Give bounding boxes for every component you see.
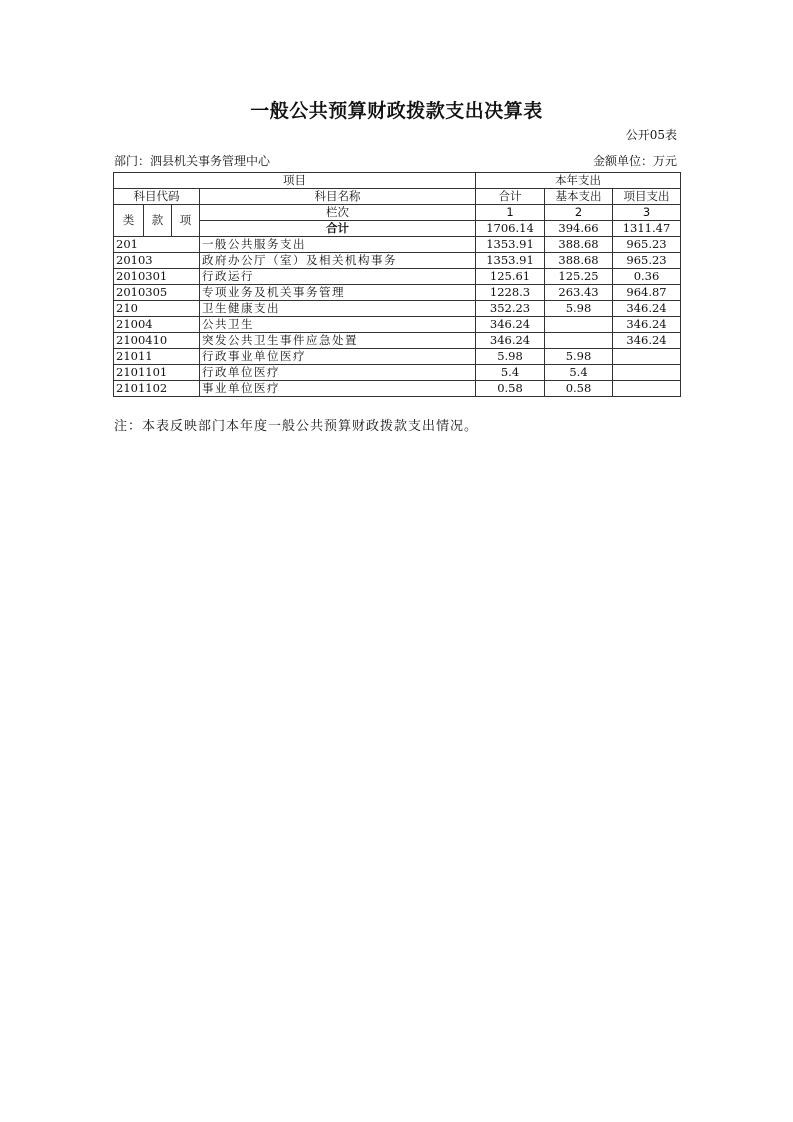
header-subject-code: 科目代码 bbox=[114, 189, 200, 205]
row-total: 5.98 bbox=[476, 349, 545, 365]
table-row bbox=[114, 381, 681, 397]
header-year-expense: 本年支出 bbox=[476, 173, 681, 189]
header-total: 合计 bbox=[476, 189, 545, 205]
row-basic: 263.43 bbox=[545, 285, 613, 301]
header-project: 项目 bbox=[114, 173, 476, 189]
row-name: 行政事业单位医疗 bbox=[200, 349, 476, 365]
row-total: 5.4 bbox=[476, 365, 545, 381]
sum-total: 1706.14 bbox=[476, 221, 545, 237]
row-total: 1353.91 bbox=[476, 253, 545, 269]
table-row bbox=[114, 237, 681, 253]
row-total: 1228.3 bbox=[476, 285, 545, 301]
row-total: 1353.91 bbox=[476, 237, 545, 253]
row-code: 2101101 bbox=[114, 365, 200, 381]
header-basic: 基本支出 bbox=[545, 189, 613, 205]
row-name: 行政运行 bbox=[200, 269, 476, 285]
header-lei: 类 bbox=[114, 205, 144, 237]
sum-label: 合计 bbox=[200, 221, 476, 237]
row-project: 0.36 bbox=[613, 269, 681, 285]
row-basic: 125.25 bbox=[545, 269, 613, 285]
sum-project: 1311.47 bbox=[613, 221, 681, 237]
row-basic bbox=[545, 317, 613, 333]
row-total: 346.24 bbox=[476, 333, 545, 349]
row-code: 210 bbox=[114, 301, 200, 317]
header-col2: 2 bbox=[545, 205, 613, 221]
table-row bbox=[114, 349, 681, 365]
row-basic: 5.4 bbox=[545, 365, 613, 381]
row-name: 一般公共服务支出 bbox=[200, 237, 476, 253]
row-project: 964.87 bbox=[613, 285, 681, 301]
row-code: 21011 bbox=[114, 349, 200, 365]
department-label: 部门：泗县机关事务管理中心 bbox=[114, 154, 271, 168]
row-total: 352.23 bbox=[476, 301, 545, 317]
row-project bbox=[613, 349, 681, 365]
row-project: 965.23 bbox=[613, 237, 681, 253]
header-column-no: 栏次 bbox=[200, 205, 476, 221]
header-subject-name: 科目名称 bbox=[200, 189, 476, 205]
row-project bbox=[613, 365, 681, 381]
sum-row bbox=[114, 221, 681, 237]
amount-unit-label: 金额单位：万元 bbox=[592, 154, 677, 168]
row-project: 346.24 bbox=[613, 333, 681, 349]
header-col3: 3 bbox=[613, 205, 681, 221]
page-title: 一般公共预算财政拨款支出决算表 bbox=[250, 100, 543, 122]
row-total: 0.58 bbox=[476, 381, 545, 397]
footnote: 注：本表反映部门本年度一般公共预算财政拨款支出情况。 bbox=[114, 419, 479, 434]
row-code: 21004 bbox=[114, 317, 200, 333]
row-name: 突发公共卫生事件应急处置 bbox=[200, 333, 476, 349]
expense-table bbox=[113, 172, 681, 397]
header-row-1 bbox=[114, 173, 681, 189]
row-total: 346.24 bbox=[476, 317, 545, 333]
table-row bbox=[114, 365, 681, 381]
table-row bbox=[114, 285, 681, 301]
row-code: 2010301 bbox=[114, 269, 200, 285]
sum-basic: 394.66 bbox=[545, 221, 613, 237]
table-body bbox=[114, 237, 681, 397]
row-basic: 5.98 bbox=[545, 301, 613, 317]
table-row bbox=[114, 253, 681, 269]
form-code: 公开05表 bbox=[625, 128, 677, 142]
table-row bbox=[114, 317, 681, 333]
header-project-expense: 项目支出 bbox=[613, 189, 681, 205]
row-name: 行政单位医疗 bbox=[200, 365, 476, 381]
row-code: 201 bbox=[114, 237, 200, 253]
row-name: 事业单位医疗 bbox=[200, 381, 476, 397]
row-total: 125.61 bbox=[476, 269, 545, 285]
table-row bbox=[114, 301, 681, 317]
row-basic: 5.98 bbox=[545, 349, 613, 365]
header-xiang: 项 bbox=[172, 205, 200, 237]
row-code: 20103 bbox=[114, 253, 200, 269]
row-project: 346.24 bbox=[613, 301, 681, 317]
row-name: 专项业务及机关事务管理 bbox=[200, 285, 476, 301]
row-project: 965.23 bbox=[613, 253, 681, 269]
row-basic: 0.58 bbox=[545, 381, 613, 397]
row-project bbox=[613, 381, 681, 397]
row-code: 2010305 bbox=[114, 285, 200, 301]
row-name: 卫生健康支出 bbox=[200, 301, 476, 317]
header-col1: 1 bbox=[476, 205, 545, 221]
table-row bbox=[114, 333, 681, 349]
row-basic: 388.68 bbox=[545, 237, 613, 253]
row-name: 公共卫生 bbox=[200, 317, 476, 333]
header-kuan: 款 bbox=[144, 205, 172, 237]
table-row bbox=[114, 269, 681, 285]
row-code: 2101102 bbox=[114, 381, 200, 397]
header-row-2 bbox=[114, 189, 681, 205]
row-basic: 388.68 bbox=[545, 253, 613, 269]
row-project: 346.24 bbox=[613, 317, 681, 333]
header-row-3 bbox=[114, 205, 681, 221]
row-name: 政府办公厅（室）及相关机构事务 bbox=[200, 253, 476, 269]
row-basic bbox=[545, 333, 613, 349]
row-code: 2100410 bbox=[114, 333, 200, 349]
